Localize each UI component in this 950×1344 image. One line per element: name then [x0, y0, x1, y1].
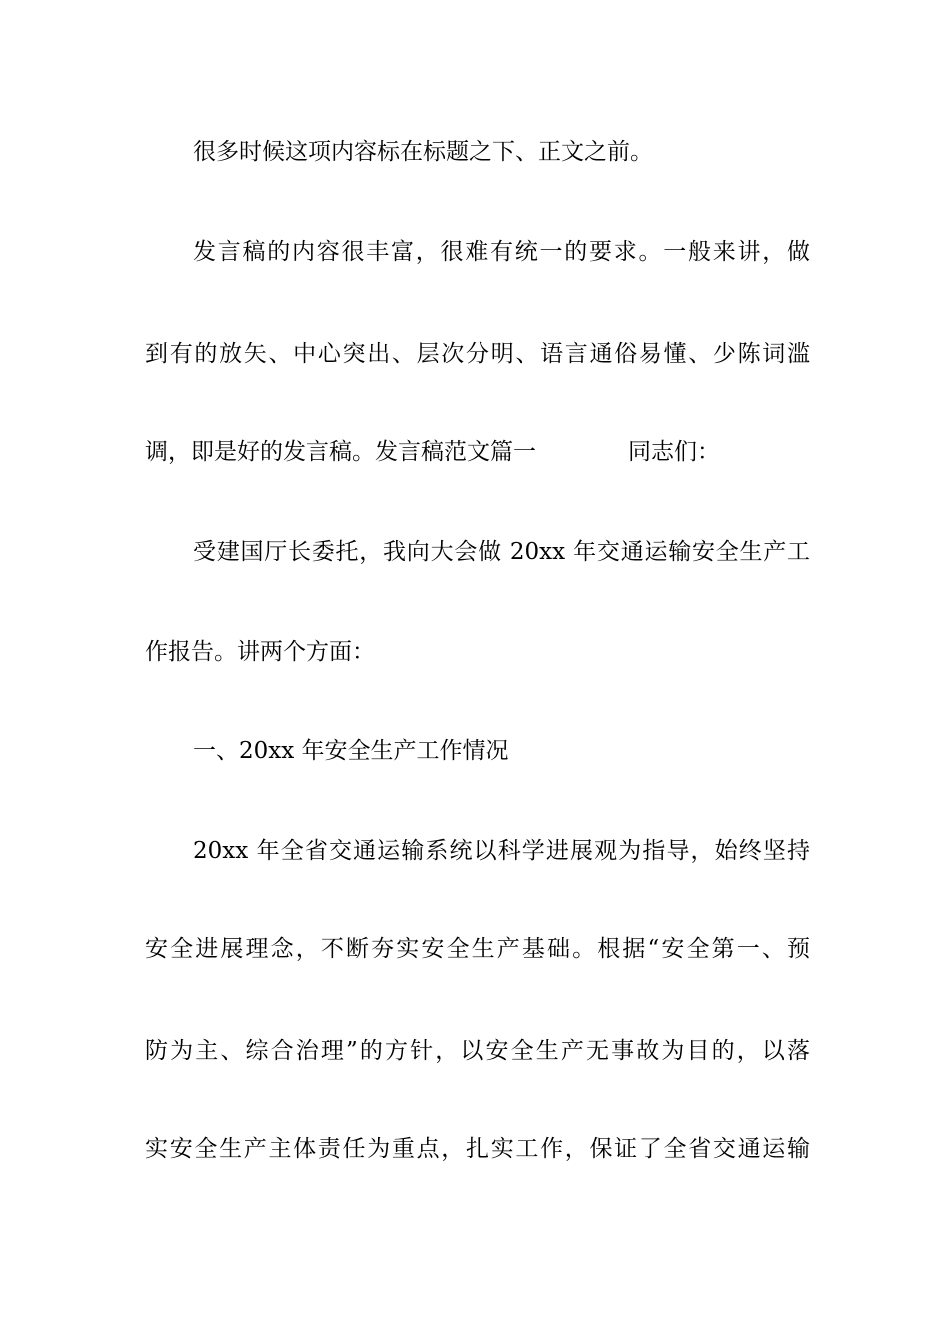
section-heading: 一、20xx 年安全生产工作情况 — [193, 738, 509, 764]
paragraph-line-9: 防为主、综合治理”的方针，以安全生产无事故为目的，以落 — [145, 1038, 810, 1064]
paragraph-line-8: 安全进展理念，不断夯实安全生产基础。根据“安全第一、预 — [145, 936, 810, 962]
paragraph-line-2: 发言稿的内容很丰富，很难有统一的要求。一般来讲，做 — [193, 239, 810, 265]
paragraph-line-6: 作报告。讲两个方面： — [145, 639, 375, 665]
salutation-text: 同志们： — [628, 439, 720, 465]
paragraph-line-10: 实安全生产主体责任为重点，扎实工作，保证了全省交通运输 — [145, 1136, 810, 1162]
paragraph-line-4 — [145, 437, 810, 467]
paragraph-line-4-text: 调，即是好的发言稿。发言稿范文篇一 — [145, 439, 536, 465]
paragraph-line-1: 很多时候这项内容标在标题之下、正文之前。 — [193, 139, 653, 165]
paragraph-line-5: 受建国厅长委托，我向大会做 20xx 年交通运输安全生产工 — [193, 539, 810, 565]
paragraph-line-7: 20xx 年全省交通运输系统以科学进展观为指导，始终坚持 — [193, 838, 810, 864]
paragraph-line-3: 到有的放矢、中心突出、层次分明、语言通俗易懂、少陈词滥 — [145, 341, 810, 367]
